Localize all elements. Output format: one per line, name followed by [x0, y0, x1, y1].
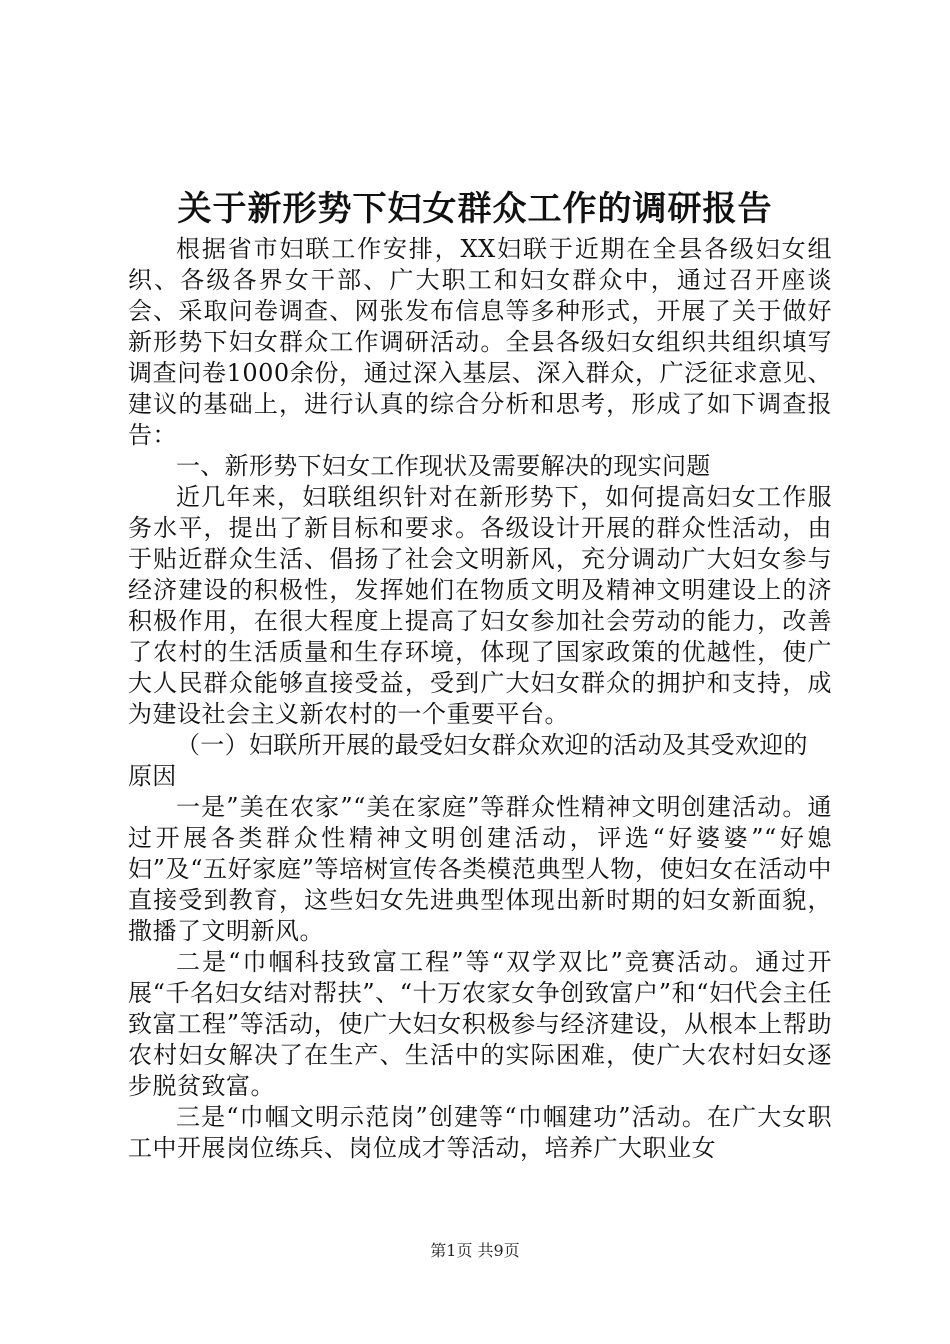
item-1-paragraph: 一是”美在农家”“美在家庭”等群众性精神文明创建活动。通过开展各类群众性精神文明创建活动，评选“好婆婆”“好媳妇”及“五好家庭”等培树宣传各类模范典型人物，使妇女在活动中直接受到教育，这些妇女先进典型体现出新时期的妇女新面貌，撒播了文明新风。 — [128, 793, 832, 945]
document-title: 关于新形势下妇女群众工作的调研报告 — [177, 189, 773, 229]
section-1-paragraph: 近几年来，妇联组织针对在新形势下，如何提高妇女工作服务水平，提出了新目标和要求。各级设计开展的群众性活动，由于贴近群众生活、倡扬了社会文明新风，充分调动广大妇女参与经济建设的积极性，发挥她们在物质文明及精神文明建设上的济积极作用，在很大程度上提高了妇女参加社会劳动的能力，改善了农村的生活质量和生存环境，体现了国家政策的优越性，使广大人民群众能够直接受益，受到广大妇女群众的拥护和支持，成为建设社会主义新农村的一个重要平台。 — [128, 483, 832, 728]
section-heading-1: 一、新形势下妇女工作现状及需要解决的现实问题 — [176, 452, 711, 480]
page-number-footer: 第1页 共9页 — [430, 1241, 520, 1260]
document-body — [128, 234, 832, 1164]
item-3-paragraph: 三是“巾帼文明示范岗”创建等“巾帼建功”活动。在广大女职工中开展岗位练兵、岗位成才等活动，培养广大职业女 — [128, 1103, 832, 1162]
item-2-paragraph: 二是“巾帼科技致富工程”等“双学双比”竞赛活动。通过开展“千名妇女结对帮扶”、“十万农家女争创致富户”和“妇代会主任致富工程”等活动，使广大妇女积极参与经济建设，从根本上帮助农村妇女解决了在生产、生活中的实际困难，使广大农村妇女逐步脱贫致富。 — [128, 948, 832, 1100]
subsection-heading-1: （一）妇联所开展的最受妇女群众欢迎的活动及其受欢迎的原因 — [128, 731, 808, 790]
intro-paragraph: 根据省市妇联工作安排，XX妇联于近期在全县各级妇女组织、各级各界女干部、广大职工和妇女群众中，通过召开座谈会、采取问卷调查、网张发布信息等多种形式，开展了关于做好新形势下妇女群众工作调研活动。全县各级妇女组织共组织填写调查问卷1000余份，通过深入基层、深入群众，广泛征求意见、建议的基础上，进行认真的综合分析和思考，形成了如下调查报告： — [128, 235, 832, 449]
